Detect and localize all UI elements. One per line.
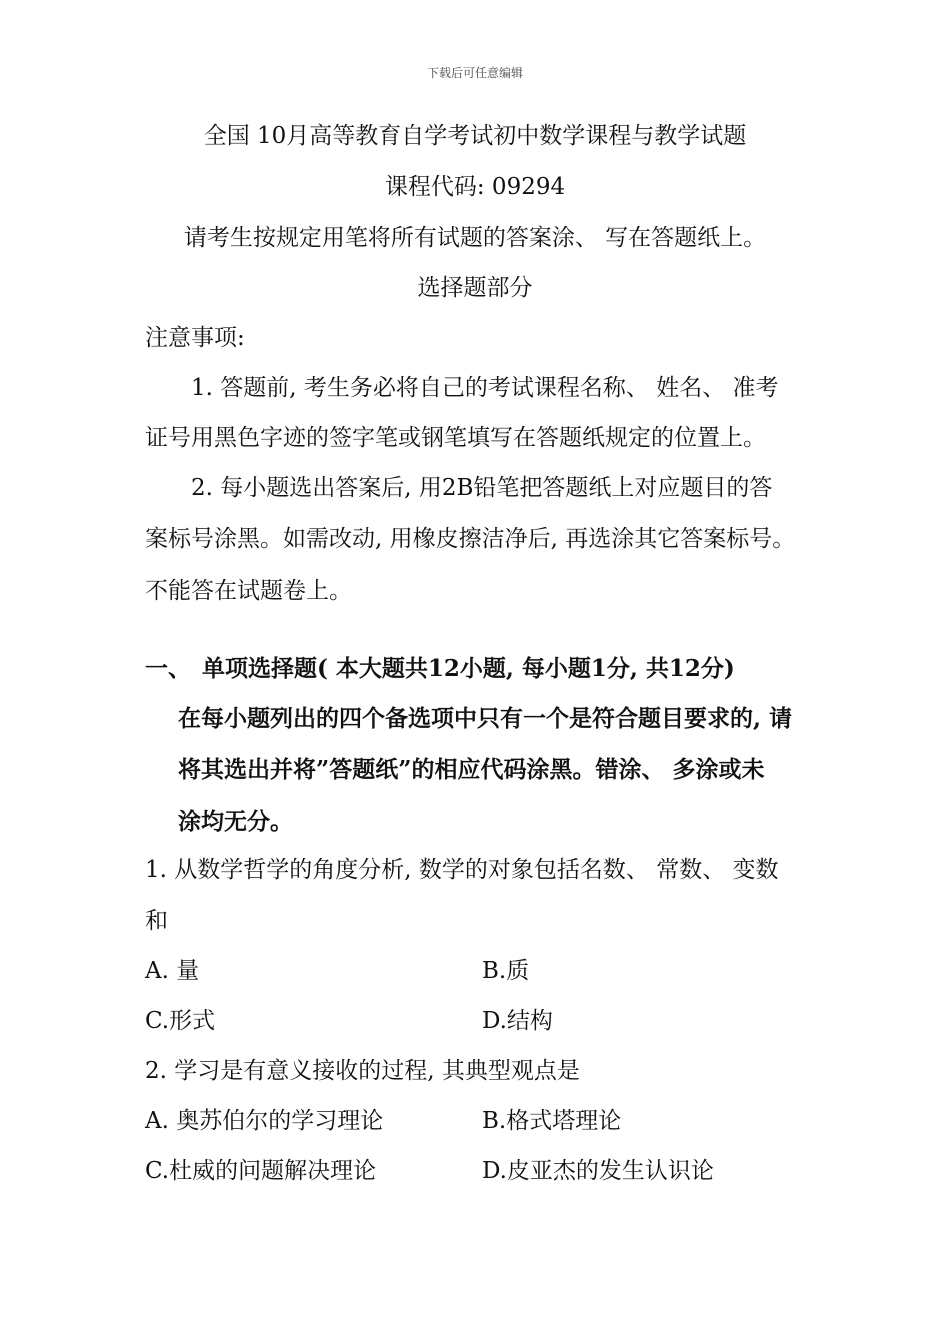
question-1-option-a: A. 量 [145, 958, 200, 984]
exam-instruction: 请考生按规定用笔将所有试题的答案涂、 写在答题纸上。 [183, 225, 767, 251]
question-2-stem-line-1: 2. 学习是有意义接收的过程, 其典型观点是 [145, 1058, 580, 1084]
note-item-2-line-1: 2. 每小题选出答案后, 用2B铅笔把答题纸上对应题目的答 [191, 475, 773, 501]
part-heading: 选择题部分 [417, 275, 533, 301]
note-item-2-line-2: 案标号涂黑。如需改动, 用橡皮擦洁净后, 再选涂其它答案标号。 [145, 526, 796, 552]
question-2-option-b: B.格式塔理论 [482, 1108, 622, 1134]
question-1-stem-line-2: 和 [145, 908, 168, 934]
header-note: 下载后可任意编辑 [426, 66, 523, 80]
question-2-option-c: C.杜威的问题解决理论 [145, 1158, 377, 1184]
section-desc-line-3: 涂均无分。 [178, 808, 293, 835]
course-code: 课程代码: 09294 [384, 174, 566, 200]
note-item-2-line-3: 不能答在试题卷上。 [145, 578, 352, 604]
section-desc-line-2: 将其选出并将”答题纸”的相应代码涂黑。错涂、 多涂或未 [178, 756, 765, 783]
note-item-1-line-1: 1. 答题前, 考生务必将自己的考试课程名称、 姓名、 准考 [191, 375, 779, 401]
exam-title: 全国 10月高等教育自学考试初中数学课程与教学试题 [203, 123, 747, 149]
note-item-1-line-2: 证号用黑色字迹的签字笔或钢笔填写在答题纸规定的位置上。 [145, 425, 766, 451]
question-2-option-a: A. 奥苏伯尔的学习理论 [145, 1108, 384, 1134]
notes-heading: 注意事项: [145, 325, 245, 351]
section-title: 单项选择题( 本大题共12小题, 每小题1分, 共12分) [202, 655, 735, 682]
question-1-stem-line-1: 1. 从数学哲学的角度分析, 数学的对象包括名数、 常数、 变数 [145, 857, 779, 883]
question-1-option-b: B.质 [482, 958, 530, 984]
section-desc-line-1: 在每小题列出的四个备选项中只有一个是符合题目要求的, 请 [178, 705, 793, 732]
question-1-option-c: C.形式 [145, 1008, 216, 1034]
section-number: 一、 [145, 655, 191, 682]
question-1-option-d: D.结构 [482, 1008, 553, 1034]
question-2-option-d: D.皮亚杰的发生认识论 [482, 1158, 714, 1184]
